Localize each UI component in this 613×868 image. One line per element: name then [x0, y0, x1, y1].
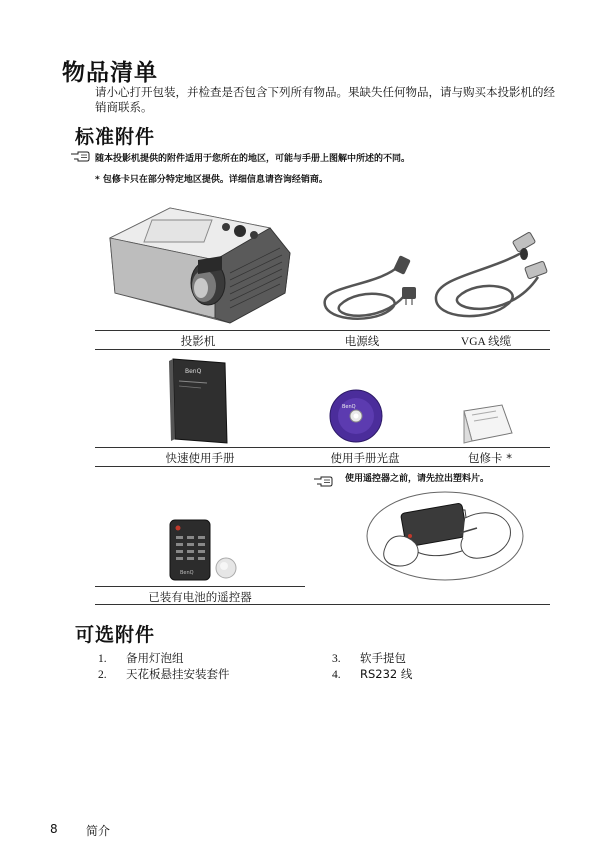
optional-item — [98, 650, 184, 666]
section-name: 简介 — [86, 824, 111, 838]
optional-item-number: 1. — [98, 653, 107, 665]
warranty-card-label: 包修卡 * — [468, 451, 512, 465]
projector-image — [100, 198, 295, 328]
quick-guide-label: 快速使用手册 — [165, 451, 235, 465]
quick-guide-image — [165, 355, 235, 447]
intro-text: 请小心打开包装，并检查是否包含下列所有物品。果缺失任何物品，请与购买本投影机的经销商联系。 — [95, 85, 555, 114]
table-rule — [95, 447, 550, 448]
page-title: 物品清单 — [62, 60, 158, 86]
optional-item-number: 4. — [332, 669, 341, 681]
warranty-card-image — [458, 403, 516, 445]
table-rule — [95, 349, 550, 350]
vga-cable-image — [428, 232, 550, 330]
power-cord-image — [310, 255, 430, 330]
table-rule — [95, 604, 550, 605]
optional-item-number: 2. — [98, 669, 107, 681]
table-rule — [95, 586, 305, 587]
accessories-region-note: 随本投影机提供的附件适用于您所在的地区，可能与手册上图解中所述的不同。 — [95, 154, 411, 164]
cd-brand: BenQ — [342, 404, 356, 410]
warranty-note: * 包修卡只在部分特定地区提供。详细信息请咨询经销商。 — [95, 175, 328, 185]
remote-tab-note: 使用遥控器之前，请先拉出塑料片。 — [345, 474, 490, 484]
optional-item — [332, 666, 412, 682]
cd-image — [328, 388, 384, 444]
optional-item-label: 软手提包 — [360, 651, 406, 665]
remote-control-label: 已装有电池的遥控器 — [148, 590, 252, 604]
optional-item — [98, 666, 230, 682]
hands-pulling-tab-image — [365, 488, 525, 583]
remote-control-image — [168, 518, 240, 583]
standard-accessories-heading: 标准附件 — [75, 126, 156, 148]
optional-item-number: 3. — [332, 653, 341, 665]
cd-label: 使用手册光盘 — [330, 451, 400, 465]
optional-item-label: 天花板悬挂安装套件 — [126, 667, 230, 681]
optional-item-label: 备用灯泡组 — [126, 651, 184, 665]
optional-item-label: RS232 线 — [360, 667, 413, 681]
optional-accessories-heading: 可选附件 — [75, 624, 156, 646]
table-rule — [95, 330, 550, 331]
power-cord-label: 电源线 — [344, 334, 380, 348]
table-rule — [95, 466, 550, 467]
quick-guide-brand: BenQ — [185, 368, 202, 375]
vga-cable-label: VGA 线缆 — [460, 336, 512, 348]
page-number: 8 — [50, 822, 58, 836]
projector-label: 投影机 — [180, 334, 216, 348]
remote-brand: BenQ — [180, 570, 194, 576]
pointing-hand-icon — [70, 150, 90, 162]
optional-item — [332, 650, 406, 666]
pointing-hand-icon — [313, 475, 333, 487]
